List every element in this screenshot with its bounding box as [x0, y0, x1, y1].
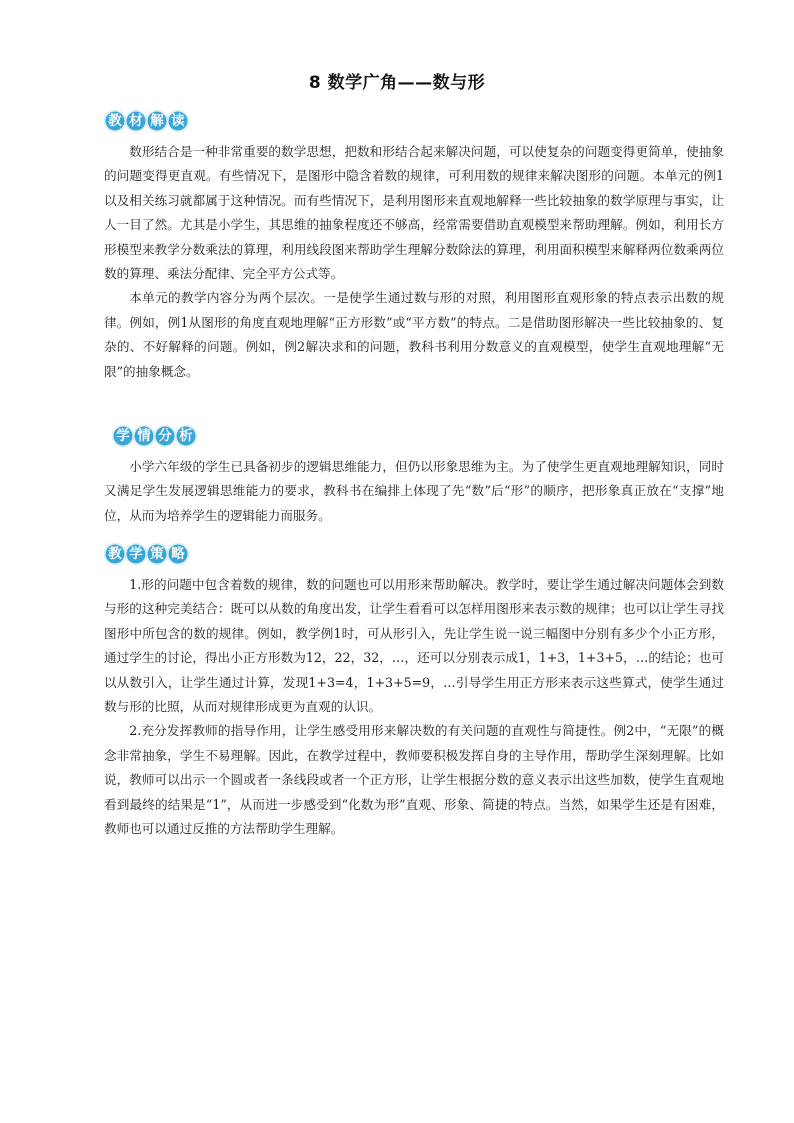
section-body-textbook-reading: [104, 140, 724, 384]
badge-char: 材: [125, 110, 147, 132]
badge-char: 教: [104, 110, 126, 132]
badge-char: 分: [154, 425, 176, 447]
paragraph: 2.充分发挥教师的指导作用，让学生感受用形来解决数的有关问题的直观性与简捷性。例2中，“无限”的概念非常抽象，学生不易理解。因此，在教学过程中，教师要积极发挥自身的主导作用，帮助学生深刻理解。比如说，教师可以出示一个圆或者一条线段或者一个正方形，让学生根据分数的意义表示出这些加数，使学生直观地看到最终的结果是“1”，从而进一步感受到“化数为形”直观、形象、简捷的特点。当然，如果学生还是有困难，教师也可以通过反推的方法帮助学生理解。: [104, 723, 724, 837]
paragraph: 数形结合是一种非常重要的数学思想，把数和形结合起来解决问题，可以使复杂的问题变得更简单，使抽象的问题变得更直观。有些情况下，是图形中隐含着数的规律，可利用数的规律来解决图形的问题。本单元的例1以及相关练习就都属于这种情况。而有些情况下，是利用图形来直观地解释一些比较抽象的数学原理与事实，让人一目了然。尤其是小学生，其思维的抽象程度还不够高，经常需要借助直观模型来帮助理解。例如，利用长方形模型来教学分数乘法的算理，利用线段图来帮助学生理解分数除法的算理，利用面积模型来解释两位数乘两位数的算理、乘法分配律、完全平方公式等。: [104, 144, 724, 282]
badge-char: 学: [125, 543, 147, 565]
section-body-student-analysis: [104, 455, 724, 528]
paragraph: 1.形的问题中包含着数的规律，数的问题也可以用形来帮助解决。教学时，要让学生通过解决问题体会到数与形的这种完美结合：既可以从数的角度出发，让学生看看可以怎样用图形来表示数的规律；也可以让学生寻找图形中所包含的数的规律。例如，教学例1时，可从形引入，先让学生说一说三幅图中分别有多少个小正方形，通过学生的讨论，得出小正方形数为12，22，32，…，还可以分别表示成1，1+3，1+3+5，…的结论；也可以从数引入，让学生通过计算，发现1+3=4，1+3+5=9，…引导学生用正方形来表示这些算式，使学生通过数与形的比照，从而对规律形成更为直观的认识。: [104, 577, 724, 715]
badge-char: 策: [146, 543, 168, 565]
page-title: 8 数学广角——数与形: [308, 73, 486, 93]
badge-char: 学: [112, 425, 134, 447]
badge-char: 略: [167, 543, 189, 565]
paragraph: 本单元的教学内容分为两个层次。一是使学生通过数与形的对照，利用图形直观形象的特点表示出数的规律。例如，例1从图形的角度直观地理解“正方形数”或“平方数”的特点。二是借助图形解决一些比较抽象的、复杂的、不好解释的问题。例如，例2解决求和的问题，教科书利用分数意义的直观模型，使学生直观地理解“无限”的抽象概念。: [104, 290, 724, 379]
section-badge-textbook-reading: [104, 110, 188, 132]
paragraph: 小学六年级的学生已具备初步的逻辑思维能力，但仍以形象思维为主。为了使学生更直观地理解知识，同时又满足学生发展逻辑思维能力的要求，教科书在编排上体现了先“数”后“形”的顺序，把形象真正放在“支撑”地位，从而为培养学生的逻辑能力而服务。: [104, 459, 724, 523]
section-badge-teaching-strategy: [104, 543, 188, 565]
badge-char: 读: [167, 110, 189, 132]
section-body-teaching-strategy: [104, 573, 724, 841]
badge-char: 析: [175, 425, 197, 447]
badge-char: 解: [146, 110, 168, 132]
section-badge-student-analysis: [112, 425, 196, 447]
badge-char: 情: [133, 425, 155, 447]
badge-char: 教: [104, 543, 126, 565]
